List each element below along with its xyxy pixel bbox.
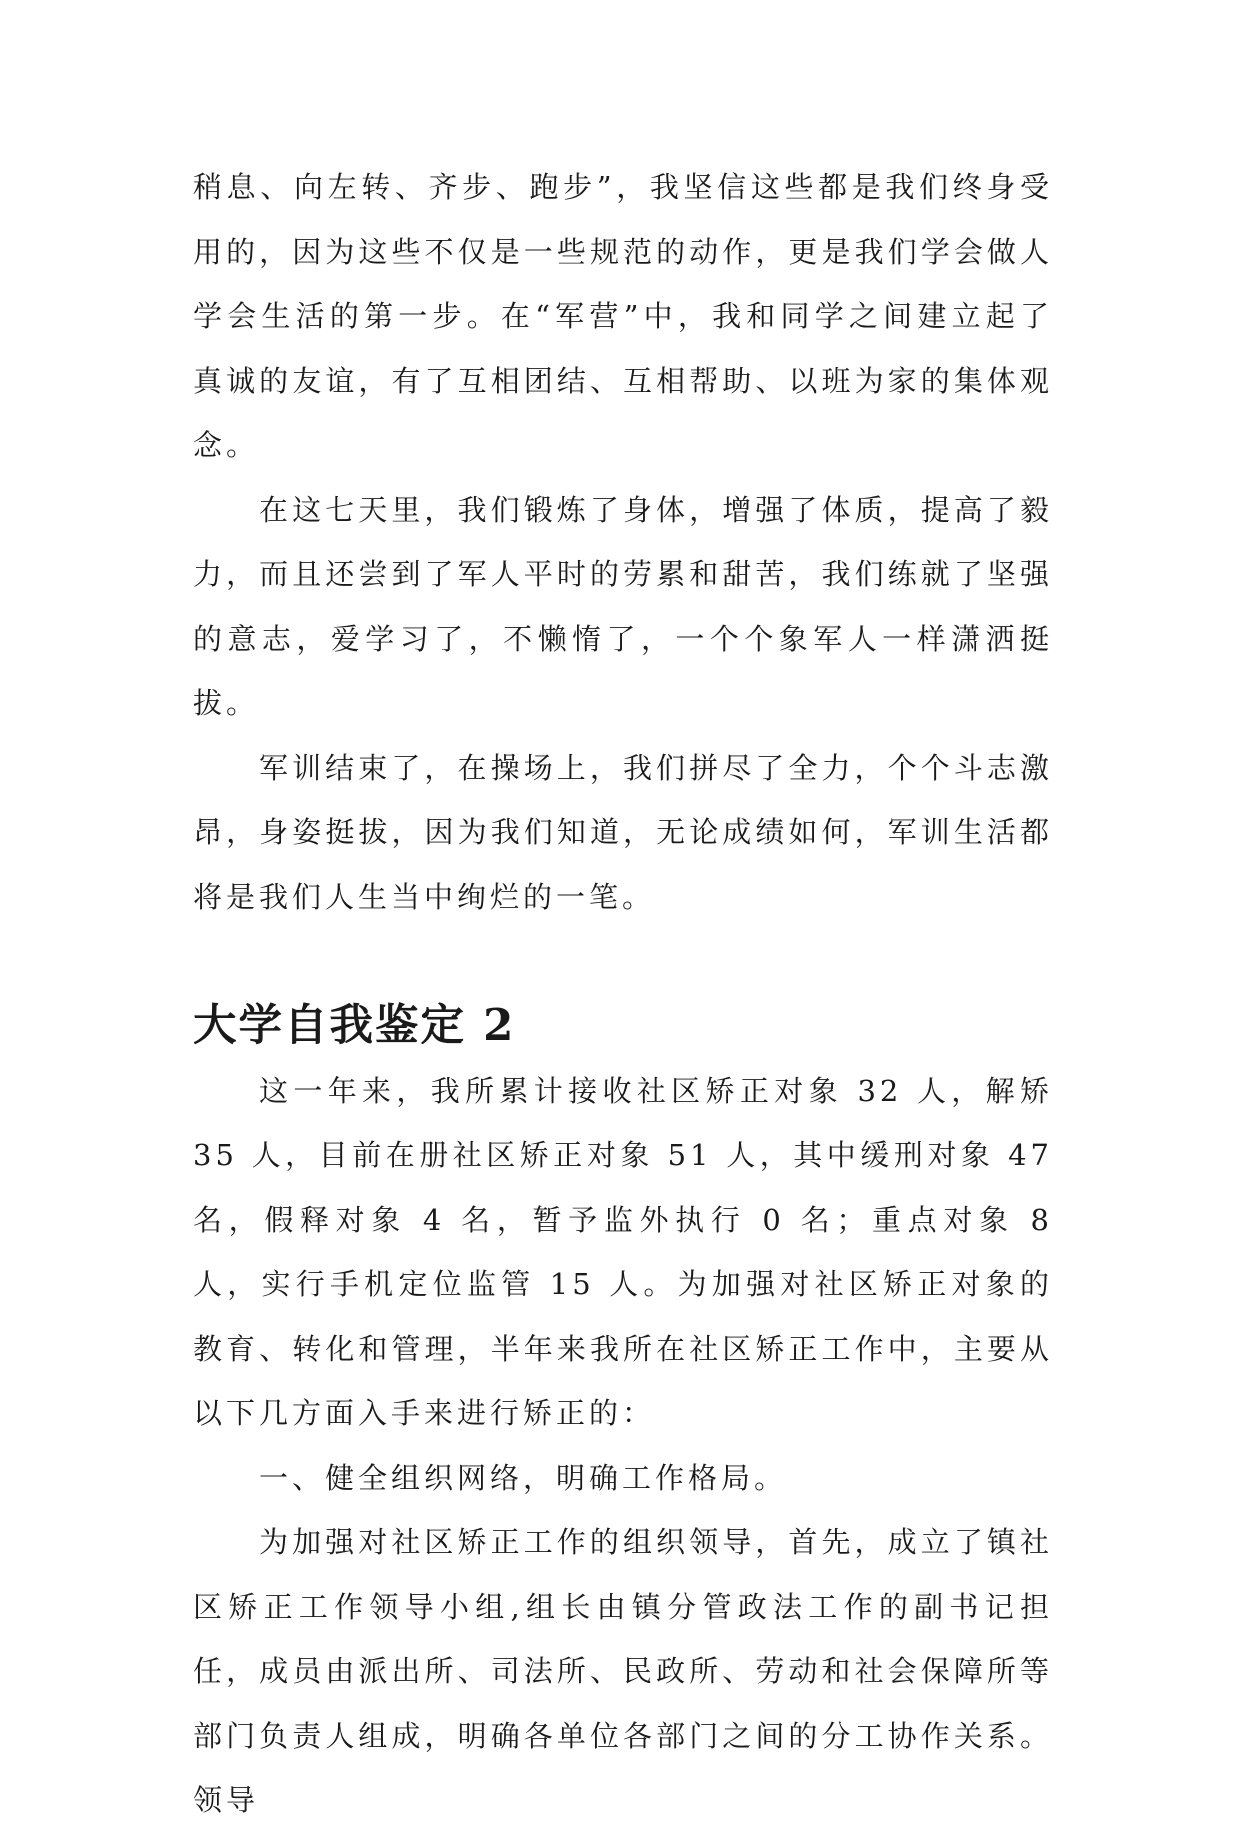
paragraph-section-3: 为加强对社区矫正工作的组织领导，首先，成立了镇社区矫正工作领导小组,组长由镇分管政法工作的副书记担任，成员由派出所、司法所、民政所、劳动和社会保障所等部门负责人组成，明确各单位各部门之间的分工协作关系。领导: [193, 1525, 1053, 1817]
paragraph-continued-2: 在这七天里，我们锻炼了身体，增强了体质，提高了毅力，而且还尝到了军人平时的劳累和甜苦，我们练就了坚强的意志，爱学习了，不懒惰了，一个个象军人一样潇洒挺拔。: [193, 492, 1053, 720]
paragraph-continued-1: 稍息、向左转、齐步、跑步”，我坚信这些都是我们终身受用的，因为这些不仅是一些规范的动作，更是我们学会做人学会生活的第一步。在“军营”中，我和同学之间建立起了真诚的友谊，有了互相团结、互相帮助、以班为家的集体观念。: [193, 170, 1053, 462]
section-title: 大学自我鉴定 2: [193, 1000, 516, 1051]
paragraph-section-1: 这一年来，我所累计接收社区矫正对象 32 人，解矫 35 人，目前在册社区矫正对象 51 人，其中缓刑对象 47 名，假释对象 4 名，暂予监外执行 0 名；重点对象 8 人，实行手机定位监管 15 人。为加强对社区矫正对象的教育、转化和管理，半年来我所在社区矫正工作中，主要从以下几方面入手来进行矫正的：: [193, 1073, 1053, 1430]
paragraph-continued-3: 军训结束了，在操场上，我们拼尽了全力，个个斗志激昂，身姿挺拔，因为我们知道，无论成绩如何，军训生活都将是我们人生当中绚烂的一笔。: [193, 750, 1053, 914]
document-body: [193, 155, 1053, 1833]
paragraph-section-2: 一、健全组织网络，明确工作格局。: [259, 1460, 788, 1495]
